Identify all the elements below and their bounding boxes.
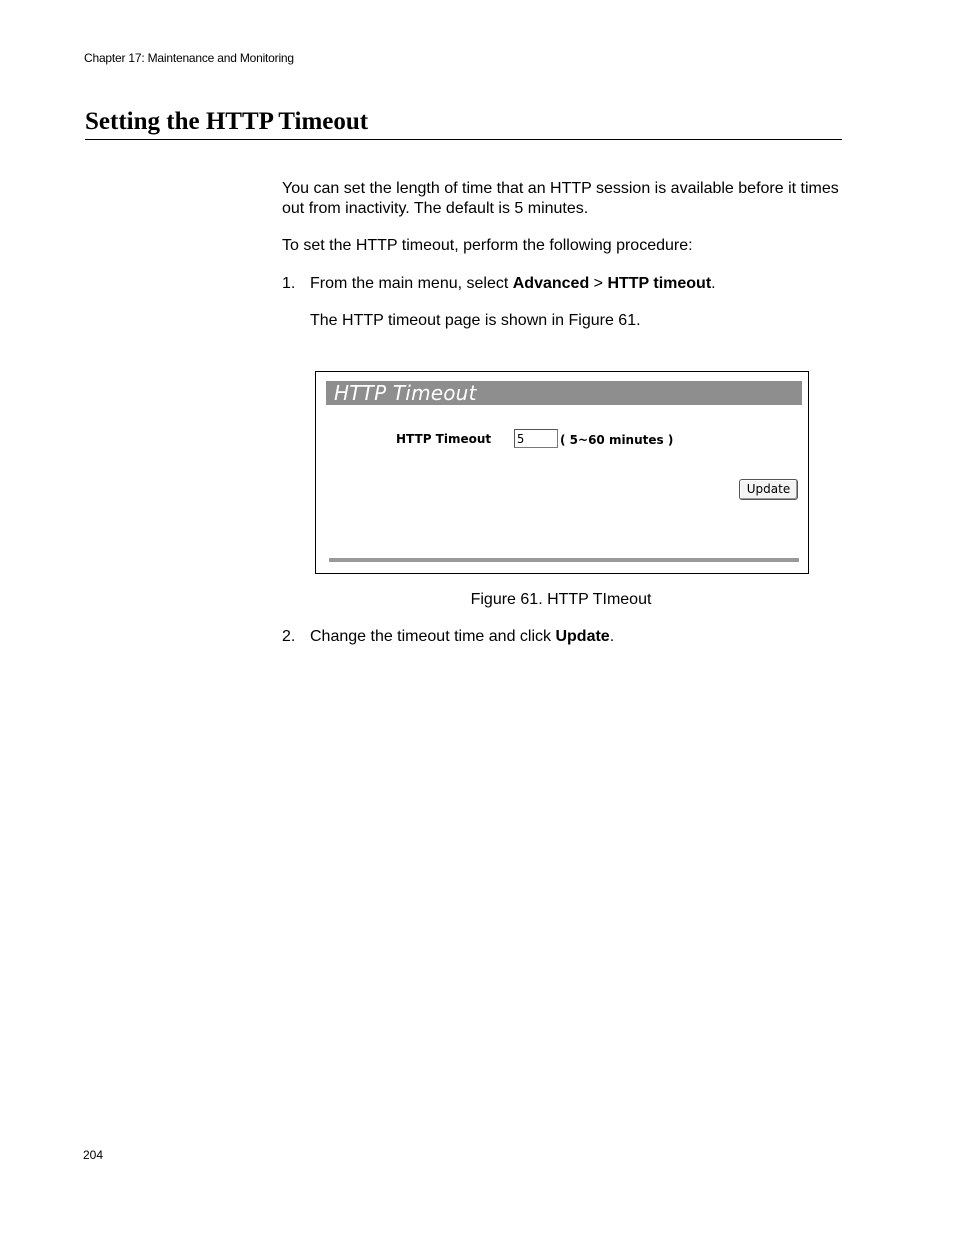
menu-advanced: Advanced bbox=[512, 275, 590, 292]
menu-separator: > bbox=[589, 275, 608, 292]
step-2-number: 2. bbox=[282, 628, 296, 645]
step-1-suffix: . bbox=[711, 275, 716, 292]
timeout-range-hint: ( 5~60 minutes ) bbox=[560, 433, 674, 447]
section-title: Setting the HTTP Timeout bbox=[85, 107, 842, 140]
figure-screenshot bbox=[315, 371, 809, 574]
timeout-input[interactable] bbox=[514, 429, 558, 448]
step-1-number: 1. bbox=[282, 275, 296, 292]
figure-title: HTTP Timeout bbox=[334, 381, 477, 405]
timeout-field-label: HTTP Timeout bbox=[396, 432, 492, 446]
page-number: 204 bbox=[83, 1148, 104, 1162]
step-2-text bbox=[310, 627, 614, 647]
update-keyword: Update bbox=[555, 628, 610, 645]
figure-caption: Figure 61. HTTP TImeout bbox=[470, 591, 652, 608]
menu-http-timeout: HTTP timeout bbox=[607, 275, 712, 292]
figure-bottom-bar bbox=[329, 558, 799, 562]
step-1-prefix: From the main menu, select bbox=[310, 275, 513, 292]
running-header: Chapter 17: Maintenance and Monitoring bbox=[84, 51, 294, 65]
step-1-note: The HTTP timeout page is shown in Figure 61. bbox=[310, 312, 641, 329]
procedure-intro: To set the HTTP timeout, perform the following procedure: bbox=[282, 237, 693, 254]
figure-titlebar bbox=[326, 381, 802, 405]
step-2-prefix: Change the timeout time and click bbox=[310, 628, 556, 645]
step-2-suffix: . bbox=[609, 628, 615, 645]
intro-paragraph: You can set the length of time that an HTTP session is available before it times out from inactivity. The default is 5 minutes. bbox=[282, 180, 839, 217]
step-1-text bbox=[310, 274, 716, 294]
update-button[interactable]: Update bbox=[739, 479, 798, 500]
